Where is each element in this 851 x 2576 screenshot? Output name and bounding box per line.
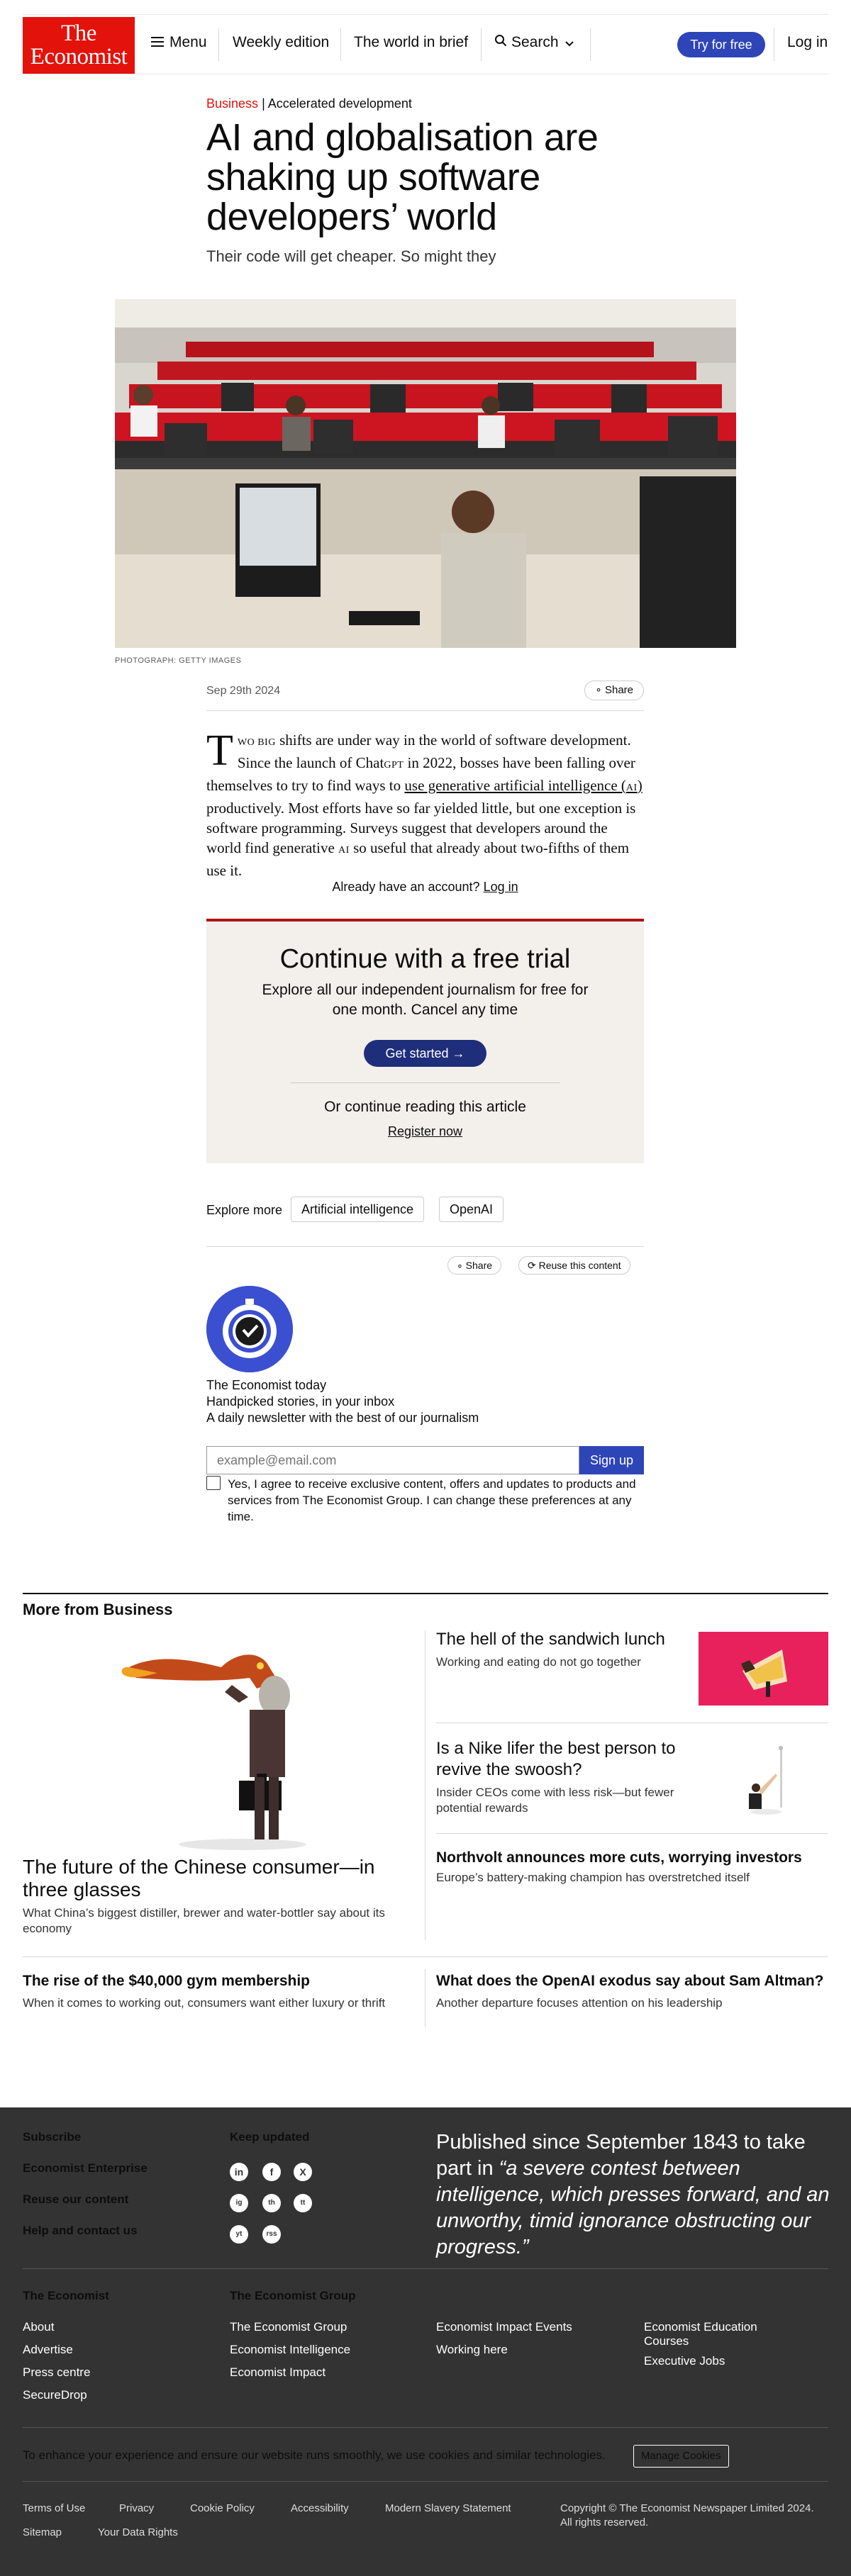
legal-privacy[interactable]: Privacy — [119, 2502, 155, 2514]
legal-modern-slavery[interactable]: Modern Slavery Statement — [385, 2502, 511, 2514]
footer-economist-intelligence[interactable]: Economist Intelligence — [230, 2343, 351, 2356]
free-trial-box — [206, 919, 644, 1163]
lead-story-image[interactable] — [115, 1639, 328, 1852]
login-link[interactable]: Log in — [787, 34, 828, 50]
sign-up-button[interactable]: Sign up — [579, 1446, 644, 1474]
dropcap: T — [206, 727, 233, 775]
story-headline-nike[interactable]: Is a Nike lifer the best person to revive the swoosh? — [436, 1739, 676, 1779]
sandwich-story-image[interactable] — [699, 1632, 828, 1706]
footer-impact-events[interactable]: Economist Impact Events — [436, 2320, 572, 2334]
lead-story-summary: What China’s biggest distiller, brewer and water-bottler say about its economy — [23, 1906, 385, 1935]
nav-divider — [590, 28, 591, 61]
body-text-1: shifts are under way in the world of software development. Since the launch of Chat — [237, 732, 631, 771]
logo-line-1: The — [61, 21, 96, 46]
story-summary-gym: When it comes to working out, consumers want either luxury or thrift — [23, 1996, 386, 2010]
register-now-link[interactable]: Register now — [387, 1124, 463, 1138]
legal-sitemap[interactable]: Sitemap — [23, 2526, 62, 2538]
footer-reuse-content[interactable]: Reuse our content — [23, 2193, 129, 2206]
footer-economist-group[interactable]: The Economist Group — [230, 2320, 347, 2334]
menu-button[interactable] — [151, 34, 207, 51]
trial-divider — [291, 1082, 560, 1083]
story-summary-sandwich: Working and eating do not go together — [436, 1655, 641, 1669]
newsletter-info — [206, 1377, 644, 1426]
body-text-4: so useful that already about two-fifths of them use it. — [206, 839, 630, 879]
chevron-down-icon — [565, 34, 574, 51]
body-text-2: in 2022, bosses have been falling over themselves to try to find ways to — [206, 754, 635, 794]
header-top-rule — [23, 14, 828, 15]
threads-icon[interactable]: th — [262, 2194, 281, 2212]
nav-divider — [340, 28, 341, 61]
facebook-icon[interactable]: f — [262, 2163, 281, 2181]
story-headline-gym[interactable]: The rise of the $40,000 gym membership — [23, 1973, 310, 1989]
instagram-icon[interactable]: ig — [230, 2194, 248, 2212]
or-continue-text: Or continue reading this article — [324, 1099, 526, 1115]
story-summary-northvolt: Europe’s battery-making champion has overstretched itself — [436, 1871, 750, 1884]
divider — [23, 1956, 828, 1957]
trial-description: Explore all our independent journalism for free for one month. Cancel any time — [262, 982, 589, 1018]
article-meta — [206, 681, 644, 705]
get-started-button[interactable]: Get started → — [364, 1040, 486, 1067]
reuse-label: Reuse this content — [538, 1260, 621, 1271]
site-header — [0, 0, 851, 89]
login-link-inline[interactable]: Log in — [483, 880, 518, 894]
legal-accessibility[interactable]: Accessibility — [291, 2502, 349, 2514]
nike-story-image[interactable] — [738, 1744, 794, 1818]
body-text-3: productively. Most efforts have so far yielded little, but one exception is software programming. Surveys suggest that developers around the world find generative — [206, 800, 636, 856]
generative-ai-link-end: ) — [637, 777, 643, 794]
nav-world-in-brief[interactable]: The world in brief — [354, 34, 469, 50]
newsletter-name: The Economist today — [206, 1378, 327, 1392]
cookie-notice: To enhance your experience and ensure our website runs smoothly, we use cookies and similar technologies. — [23, 2448, 606, 2462]
tag-openai[interactable]: OpenAI — [439, 1197, 504, 1222]
try-for-free-button[interactable]: Try for free — [677, 32, 765, 57]
footer-subscribe[interactable]: Subscribe — [23, 2130, 82, 2144]
copyright-line-2: All rights reserved. — [560, 2516, 649, 2529]
share-icon: ∘ — [457, 1260, 463, 1271]
stopwatch-icon — [206, 1286, 293, 1372]
kicker-separator: | — [262, 96, 265, 111]
share-button[interactable] — [584, 681, 644, 700]
explore-label: Explore more — [206, 1203, 283, 1217]
newsletter-tagline: Handpicked stories, in your inbox — [206, 1394, 395, 1409]
youtube-icon[interactable]: yt — [230, 2225, 248, 2244]
nav-divider — [481, 28, 482, 61]
share-label: Share — [465, 1260, 493, 1271]
already-account-text: Already have an account? — [332, 880, 480, 894]
quote-lead: Published since September 1843 to take part in — [436, 2131, 806, 2180]
footer-advertise[interactable]: Advertise — [23, 2343, 73, 2356]
reuse-icon: ⟳ — [528, 1260, 536, 1271]
section-link[interactable]: Business — [206, 96, 259, 111]
body-ai: AI — [338, 845, 350, 856]
page-title: AI and globalisation are shaking up software developers’ world — [206, 116, 599, 238]
newsletter-description: A daily newsletter with the best of our journalism — [206, 1411, 479, 1425]
generative-ai-link[interactable] — [404, 777, 642, 794]
share-button-secondary[interactable] — [447, 1256, 501, 1275]
linkedin-icon[interactable]: in — [230, 2163, 248, 2181]
tag-artificial-intelligence[interactable]: Artificial intelligence — [291, 1197, 424, 1222]
nav-weekly-edition[interactable]: Weekly edition — [233, 34, 330, 50]
tiktok-icon[interactable]: tt — [294, 2194, 312, 2212]
footer-economist-heading: The Economist — [23, 2289, 109, 2302]
footer-press-centre[interactable]: Press centre — [23, 2365, 91, 2379]
generative-ai-link-text: use generative artificial intelligence ( — [404, 777, 626, 794]
footer-help-contact[interactable]: Help and contact us — [23, 2224, 138, 2237]
story-headline-openai[interactable]: What does the OpenAI exodus say about Sam Altman? — [436, 1973, 824, 1989]
story-summary-openai: Another departure focuses attention on his leadership — [436, 1996, 723, 2010]
article-subheadline: Their code will get cheaper. So might they — [206, 247, 496, 265]
footer-group-heading: The Economist Group — [230, 2289, 356, 2302]
footer-securedrop[interactable]: SecureDrop — [23, 2388, 87, 2402]
footer-mission-quote — [436, 2129, 833, 2261]
footer-executive-jobs[interactable]: Executive Jobs — [644, 2354, 725, 2368]
lead-story-headline[interactable]: The future of the Chinese consumer—in three glasses — [23, 1856, 375, 1900]
nav-divider — [218, 28, 219, 61]
quote-emphasis: “a severe contest between intelligence, which presses forward, and an unworthy, timid ignorance obstructing our progress.” — [436, 2157, 830, 2258]
footer-economist-impact[interactable]: Economist Impact — [230, 2365, 326, 2379]
divider — [206, 710, 644, 711]
share-label: Share — [604, 684, 633, 696]
publish-date: Sep 29th 2024 — [206, 685, 281, 697]
hero-image — [115, 299, 736, 648]
kicker-text: Accelerated development — [267, 96, 412, 111]
footer-divider — [23, 2481, 828, 2482]
footer-education-courses[interactable]: Economist Education Courses — [644, 2320, 757, 2348]
search-icon — [494, 34, 507, 51]
consent-text: Yes, I agree to receive exclusive content, offers and updates to products and services from The Economist Group. I can change these preferences at any time. — [228, 1477, 636, 1523]
newsletter-form — [206, 1446, 644, 1474]
story-headline-sandwich[interactable]: The hell of the sandwich lunch — [436, 1630, 665, 1649]
rss-icon[interactable]: rss — [262, 2225, 281, 2244]
reuse-content-button[interactable] — [518, 1256, 630, 1275]
footer-divider — [23, 2427, 828, 2428]
consent-checkbox-row — [206, 1476, 644, 1525]
trial-title: Continue with a free trial — [279, 944, 571, 974]
manage-cookies-button[interactable]: Manage Cookies — [633, 2445, 729, 2468]
footer-enterprise[interactable]: Economist Enterprise — [23, 2161, 148, 2175]
divider — [436, 1833, 828, 1834]
x-twitter-icon[interactable]: X — [294, 2163, 312, 2181]
menu-label: Menu — [169, 34, 207, 50]
body-gpt: GPT — [384, 760, 404, 771]
copyright-line-1: Copyright © The Economist Newspaper Limited 2024. — [560, 2502, 814, 2514]
footer-about[interactable]: About — [23, 2320, 55, 2334]
legal-terms[interactable]: Terms of Use — [23, 2502, 86, 2514]
email-field[interactable] — [206, 1446, 579, 1474]
photo-credit: PHOTOGRAPH: GETTY IMAGES — [115, 656, 242, 665]
footer-working-here[interactable]: Working here — [436, 2343, 508, 2356]
search-button[interactable] — [494, 34, 574, 51]
search-label: Search — [511, 34, 559, 50]
legal-cookie-policy[interactable]: Cookie Policy — [190, 2502, 255, 2514]
economist-logo[interactable] — [23, 17, 135, 74]
hamburger-icon — [151, 34, 164, 51]
already-account-line — [206, 880, 644, 895]
story-summary-nike: Insider CEOs come with less risk—but fewer potential rewards — [436, 1786, 674, 1815]
logo-line-2: Economist — [30, 44, 128, 69]
generative-ai-link-ai: AI — [625, 783, 638, 793]
divider — [206, 1246, 644, 1247]
footer-divider — [23, 2268, 828, 2269]
keep-updated-heading: Keep updated — [230, 2130, 310, 2144]
lead-smallcaps: WO BIG — [237, 737, 276, 748]
explore-more — [206, 1197, 644, 1225]
section-rule — [23, 1593, 828, 1594]
article-kicker — [206, 96, 644, 111]
consent-checkbox[interactable] — [206, 1476, 221, 1490]
legal-data-rights[interactable]: Your Data Rights — [98, 2526, 178, 2538]
share-icon: ∘ — [595, 684, 602, 696]
article-body — [206, 727, 644, 880]
more-from-title: More from Business — [23, 1601, 173, 1618]
story-headline-northvolt[interactable]: Northvolt announces more cuts, worrying investors — [436, 1849, 802, 1866]
